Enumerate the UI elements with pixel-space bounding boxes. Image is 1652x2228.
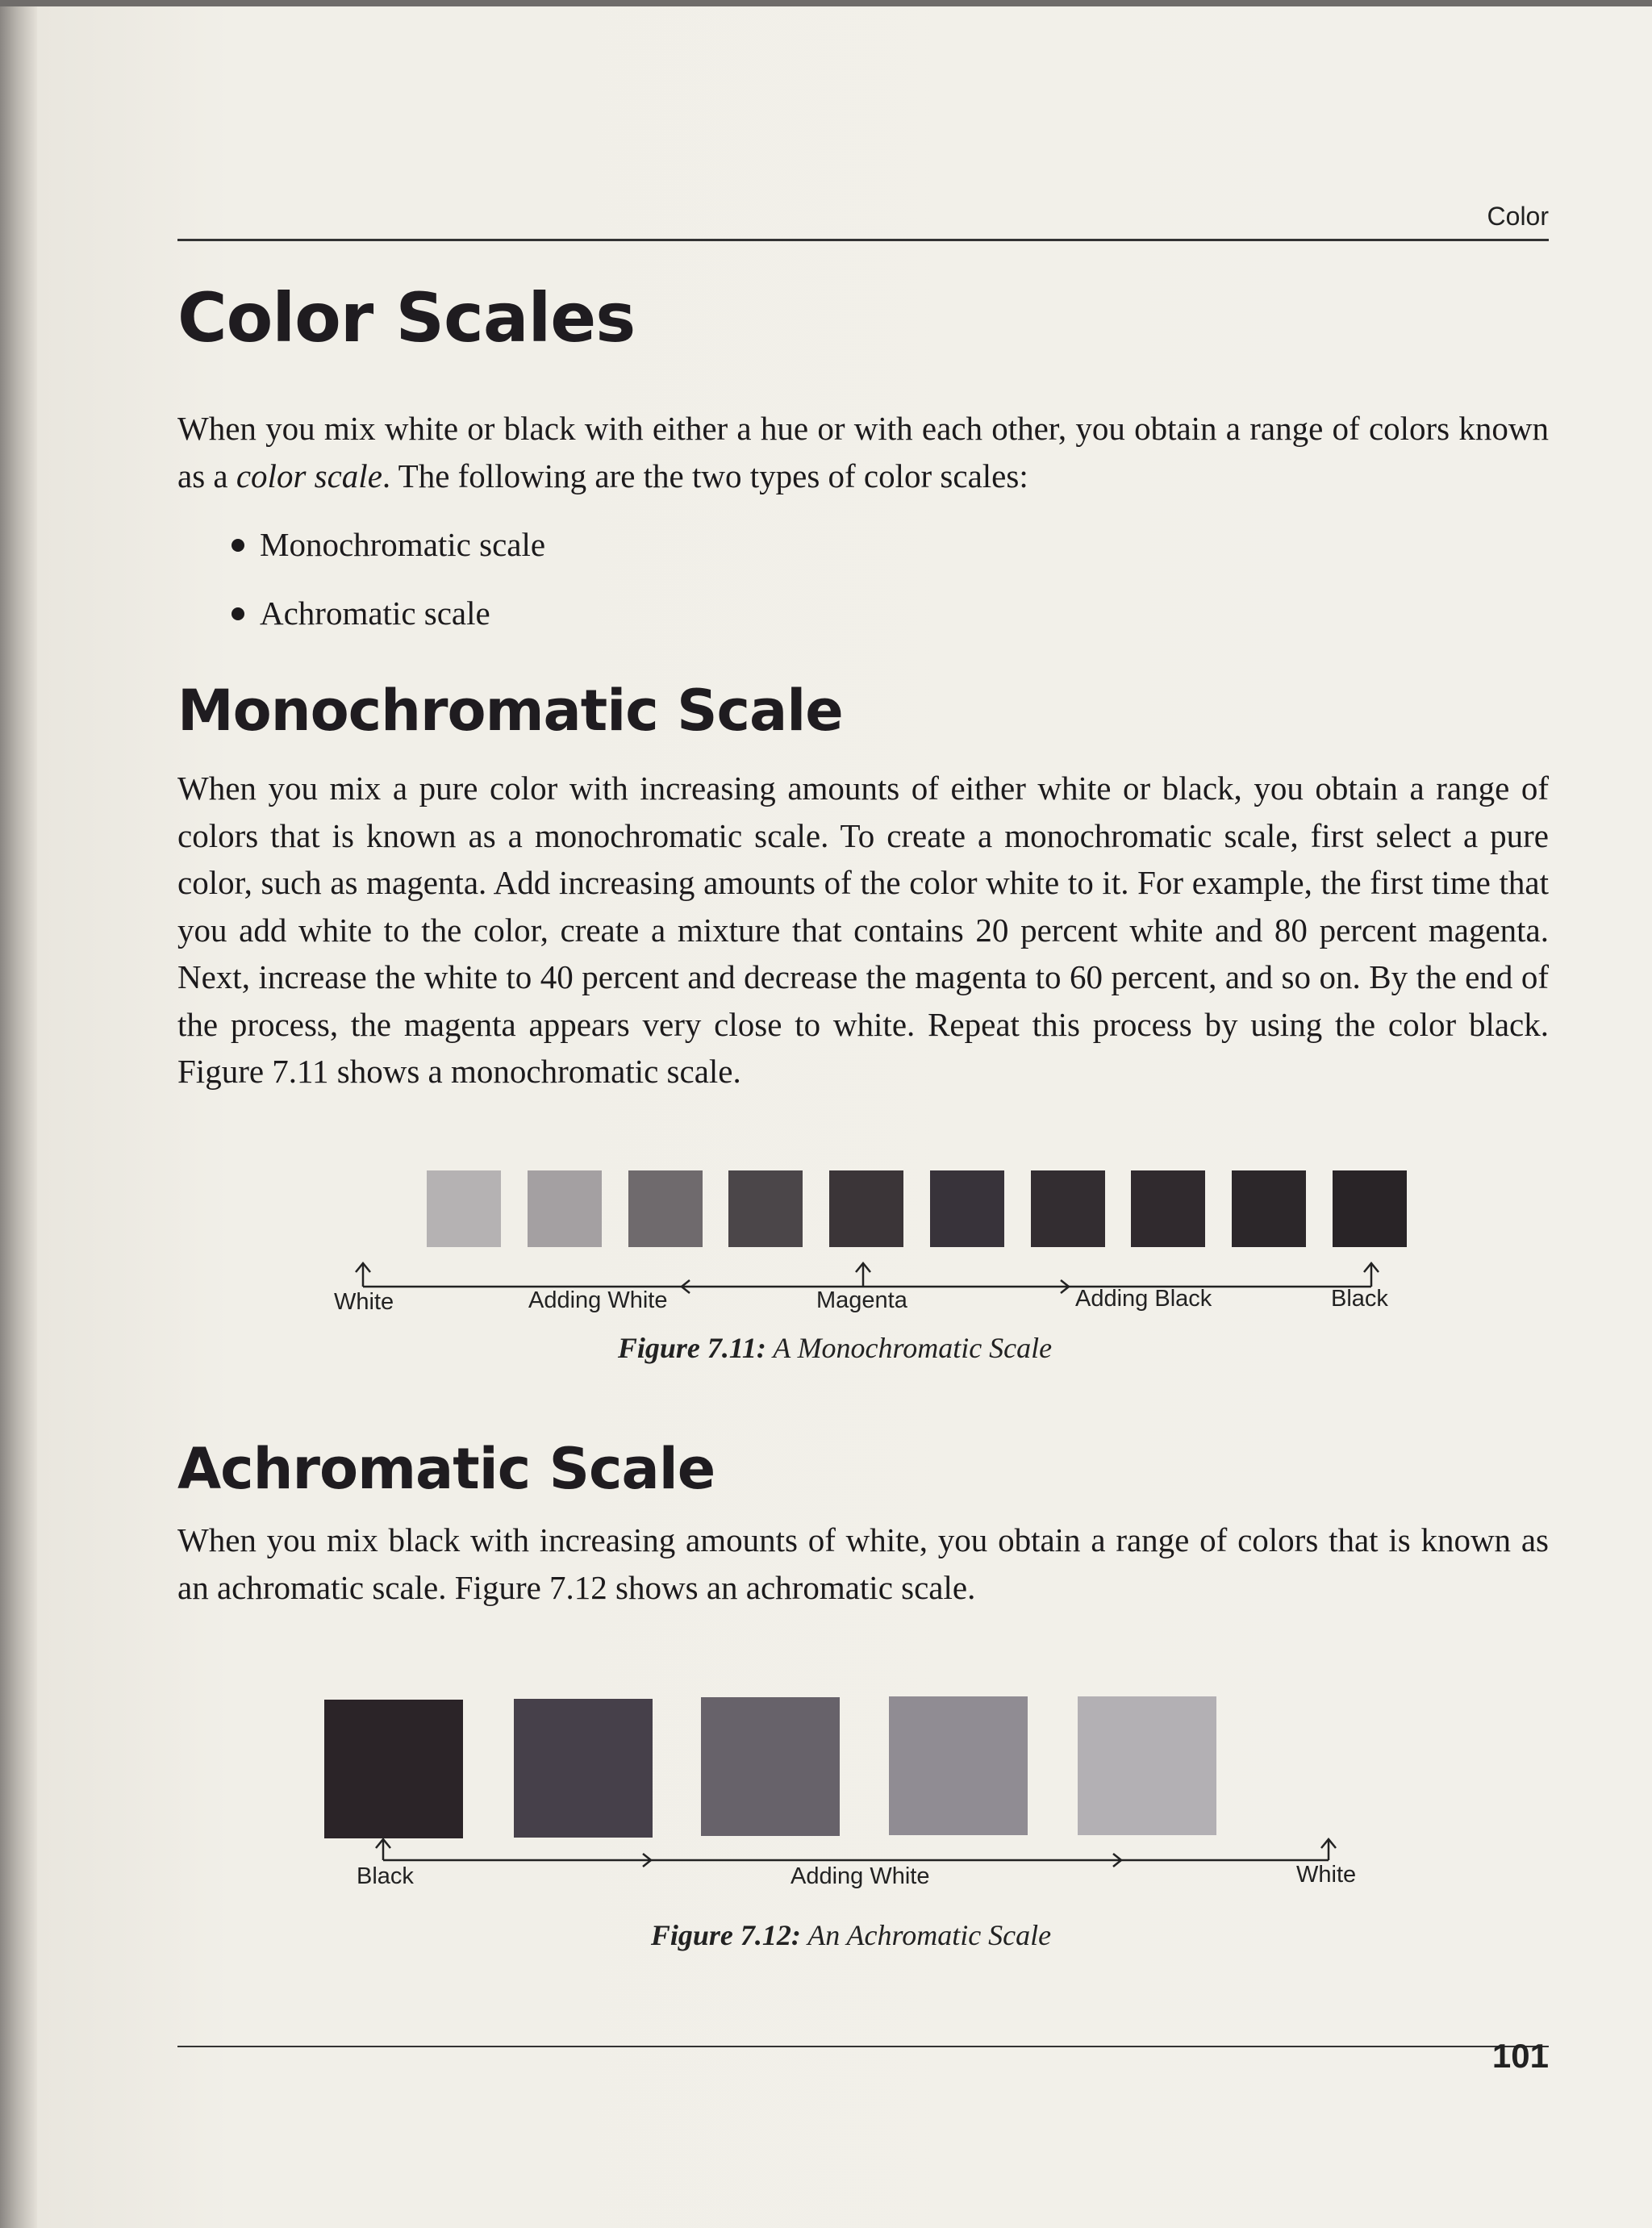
footer-rule — [177, 2046, 1549, 2047]
monochromatic-heading: Monochromatic Scale — [177, 678, 843, 744]
mono-label-black: Black — [1331, 1286, 1388, 1312]
monochromatic-paragraph: When you mix a pure color with increasing amounts of either white or black, you obtain a range of colors that is known as a monochromatic scale. To create a monochromatic scale, first select a pure color, such as magenta. Add increasing amounts of the color white to it. For example, the first time that you add white to the color, create a mixture that contains 20 percent white and 80 percent magenta. Next, increase the white to 40 percent and decrease the magenta to 60 percent, and so on. By the end of the process, the magenta appears very close to white. Repeat this process by using the color black. Figure 7.11 shows a monochromatic scale. — [177, 770, 1549, 1090]
mono-label-adding-black: Adding Black — [1075, 1286, 1212, 1312]
caption-number: Figure 7.11: — [617, 1332, 766, 1364]
mono-label-adding-white: Adding White — [528, 1287, 668, 1313]
mono-label-white: White — [334, 1289, 394, 1315]
mono-label-magenta: Magenta — [816, 1287, 907, 1313]
intro-text-before: When you mix white or black with either a hue or with each other, you obtain a range of colors known as a — [177, 410, 1549, 494]
page-title: Color Scales — [177, 278, 636, 357]
achromatic-paragraph: When you mix black with increasing amounts of white, you obtain a range of colors that is known as an achromatic scale. Figure 7.12 shows an achromatic scale. — [177, 1521, 1549, 1606]
caption-text: A Monochromatic Scale — [766, 1332, 1053, 1364]
achro-label-black: Black — [357, 1863, 414, 1889]
intro-term: color scale — [236, 457, 382, 494]
running-head: Color — [1487, 202, 1549, 231]
page-number: 101 — [1491, 2037, 1549, 2075]
caption-number: Figure 7.12: — [650, 1919, 801, 1951]
achromatic-heading: Achromatic Scale — [177, 1436, 715, 1502]
achro-label-adding-white: Adding White — [791, 1863, 930, 1889]
list-item-label: Achromatic scale — [260, 595, 490, 632]
list-item-label: Monochromatic scale — [260, 526, 546, 563]
intro-text-after: . The following are the two types of color scales: — [382, 457, 1028, 494]
achro-label-white: White — [1296, 1862, 1357, 1888]
caption-text: An Achromatic Scale — [800, 1919, 1052, 1951]
figure-7-12-caption — [573, 1918, 1129, 1952]
